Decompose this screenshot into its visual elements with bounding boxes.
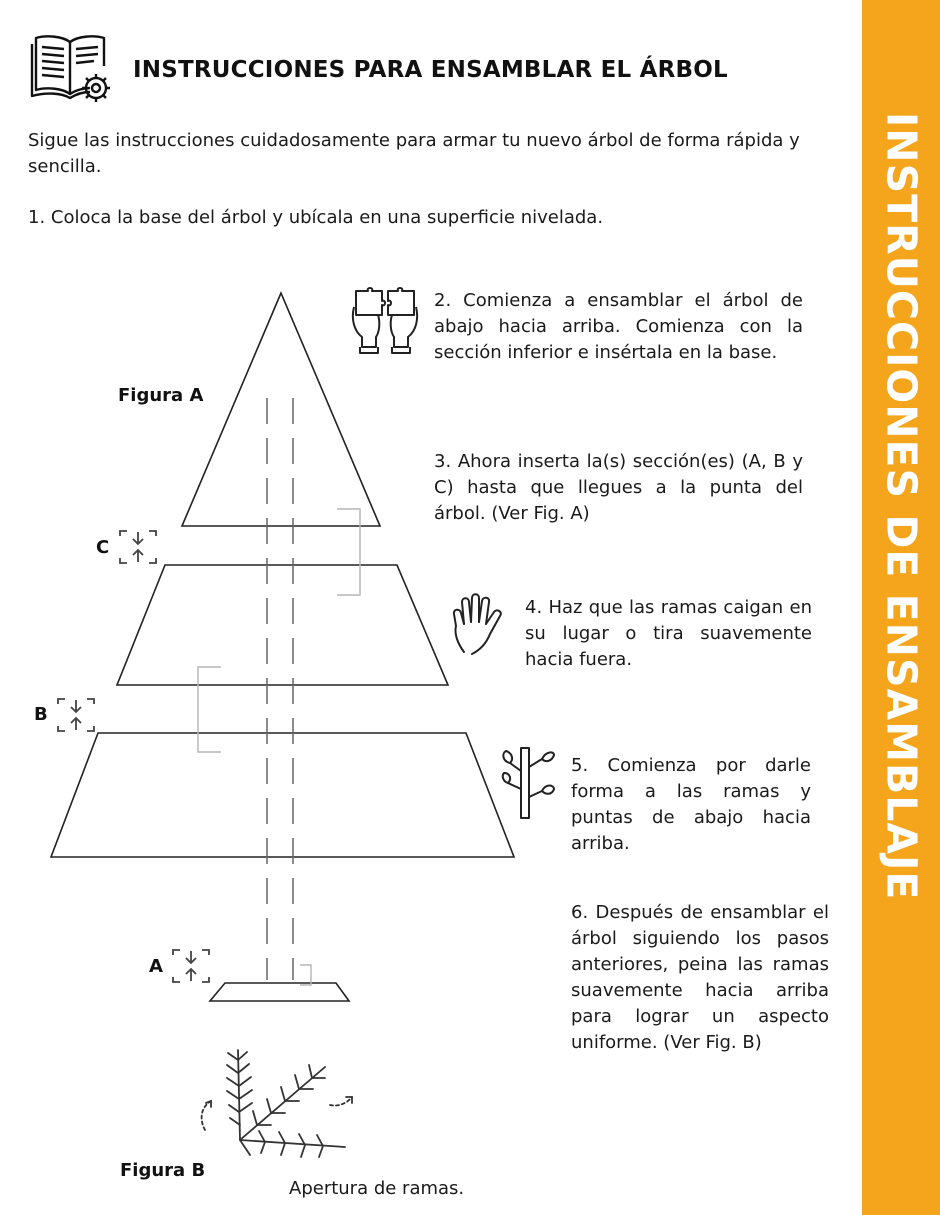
step-6-text: 6. Después de ensamblar el árbol siguiendo los pasos anteriores, peina las ramas suavemente hacia arriba para lograr un aspecto uniforme. (Ver Fig. B) <box>571 902 829 1053</box>
step-2-text: 2. Comienza a ensamblar el árbol de abajo hacia arriba. Comienza con la sección inferior e insértala en la base. <box>434 290 803 363</box>
section-a-label: A <box>149 956 163 977</box>
sidebar-title: INSTRUCCIONES DE ENSAMBLAJE <box>877 112 926 901</box>
step-3-text: 3. Ahora inserta la(s) sección(es) (A, B y C) hasta que llegues a la punta del árbol. (Ver Fig. A) <box>434 451 803 524</box>
intro-text: Sigue las instrucciones cuidadosamente para armar tu nuevo árbol de forma rápida y sencilla. <box>28 130 800 177</box>
tree-section-b <box>51 733 514 857</box>
section-c-label: C <box>96 537 110 558</box>
pine-branch-icon <box>195 1045 365 1165</box>
insert-arrows-icon <box>118 529 158 565</box>
tree-stand-a <box>210 983 349 1001</box>
insert-arrows-icon <box>56 697 96 733</box>
puzzle-hands-icon <box>348 285 422 355</box>
figure-b-label: Figura B <box>120 1160 206 1181</box>
hand-icon <box>450 592 516 656</box>
step-1-text: 1. Coloca la base del árbol y ubícala en una superficie nivelada. <box>28 207 604 228</box>
step-4-text: 4. Haz que las ramas caigan en su lugar o tira suavemente hacia fuera. <box>525 597 812 670</box>
tree-pole-dashes <box>267 398 293 980</box>
figure-b-caption: Apertura de ramas. <box>289 1178 465 1199</box>
sidebar-banner <box>862 0 940 1215</box>
branch-leaves-icon <box>500 745 558 821</box>
page-title: INSTRUCCIONES PARA ENSAMBLAR EL ÁRBOL <box>133 57 728 83</box>
insert-arrows-icon <box>171 948 211 984</box>
section-brackets <box>198 509 360 985</box>
tree-section-c <box>117 565 448 685</box>
step-5-text: 5. Comienza por darle forma a las ramas y puntas de abajo hacia arriba. <box>571 755 811 854</box>
section-b-label: B <box>34 704 48 725</box>
figure-a-label: Figura A <box>118 385 204 406</box>
